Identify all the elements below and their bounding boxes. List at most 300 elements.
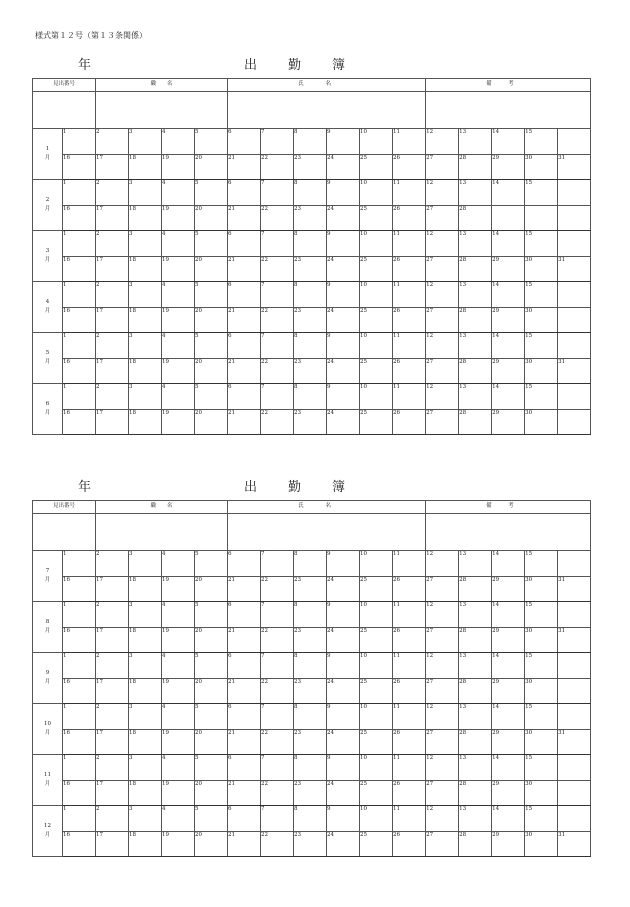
day-cell[interactable]: 30 — [525, 359, 558, 384]
day-cell[interactable]: 18 — [129, 781, 162, 806]
day-cell[interactable]: 1 — [63, 602, 96, 628]
day-cell[interactable]: 10 — [360, 231, 393, 257]
day-cell[interactable]: 6 — [228, 653, 261, 679]
day-cell[interactable]: 30 — [525, 679, 558, 704]
day-cell[interactable]: 31 — [558, 155, 591, 180]
day-cell[interactable]: 2 — [96, 653, 129, 679]
day-cell[interactable]: 13 — [459, 231, 492, 257]
day-cell[interactable] — [558, 180, 591, 206]
day-cell[interactable]: 25 — [360, 155, 393, 180]
day-cell[interactable]: 13 — [459, 282, 492, 308]
day-cell[interactable]: 12 — [426, 231, 459, 257]
day-cell[interactable] — [558, 206, 591, 231]
day-cell[interactable] — [558, 410, 591, 435]
day-cell[interactable]: 9 — [327, 704, 360, 730]
day-cell[interactable]: 18 — [129, 206, 162, 231]
day-cell[interactable]: 4 — [162, 551, 195, 577]
day-cell[interactable]: 27 — [426, 679, 459, 704]
day-cell[interactable]: 14 — [492, 129, 525, 155]
day-cell[interactable]: 9 — [327, 129, 360, 155]
day-cell[interactable]: 14 — [492, 551, 525, 577]
day-cell[interactable]: 19 — [162, 577, 195, 602]
day-cell[interactable]: 24 — [327, 730, 360, 755]
day-cell[interactable]: 19 — [162, 730, 195, 755]
day-cell[interactable]: 4 — [162, 653, 195, 679]
day-cell[interactable]: 2 — [96, 384, 129, 410]
day-cell[interactable]: 15 — [525, 231, 558, 257]
day-cell[interactable]: 24 — [327, 257, 360, 282]
day-cell[interactable]: 29 — [492, 679, 525, 704]
day-cell[interactable]: 7 — [261, 384, 294, 410]
day-cell[interactable]: 23 — [294, 410, 327, 435]
day-cell[interactable]: 31 — [558, 628, 591, 653]
day-cell[interactable]: 21 — [228, 577, 261, 602]
day-cell[interactable]: 21 — [228, 308, 261, 333]
day-cell[interactable]: 14 — [492, 602, 525, 628]
day-cell[interactable]: 11 — [393, 282, 426, 308]
day-cell[interactable]: 8 — [294, 551, 327, 577]
day-cell[interactable]: 12 — [426, 180, 459, 206]
day-cell[interactable]: 30 — [525, 410, 558, 435]
day-cell[interactable]: 1 — [63, 653, 96, 679]
day-cell[interactable]: 18 — [129, 359, 162, 384]
day-cell[interactable]: 14 — [492, 384, 525, 410]
day-cell[interactable]: 28 — [459, 308, 492, 333]
day-cell[interactable]: 11 — [393, 806, 426, 832]
day-cell[interactable]: 21 — [228, 679, 261, 704]
day-cell[interactable]: 6 — [228, 129, 261, 155]
day-cell[interactable]: 4 — [162, 384, 195, 410]
day-cell[interactable] — [558, 602, 591, 628]
day-cell[interactable]: 11 — [393, 231, 426, 257]
day-cell[interactable]: 30 — [525, 257, 558, 282]
day-cell[interactable]: 21 — [228, 359, 261, 384]
day-cell[interactable]: 23 — [294, 359, 327, 384]
day-cell[interactable]: 15 — [525, 755, 558, 781]
day-cell[interactable]: 27 — [426, 308, 459, 333]
day-cell[interactable]: 4 — [162, 282, 195, 308]
day-cell[interactable]: 30 — [525, 577, 558, 602]
day-cell[interactable]: 2 — [96, 129, 129, 155]
day-cell[interactable]: 4 — [162, 704, 195, 730]
day-cell[interactable]: 29 — [492, 577, 525, 602]
day-cell[interactable]: 19 — [162, 832, 195, 857]
day-cell[interactable]: 4 — [162, 806, 195, 832]
shimei-field[interactable] — [228, 514, 426, 551]
day-cell[interactable]: 20 — [195, 577, 228, 602]
day-cell[interactable]: 22 — [261, 832, 294, 857]
day-cell[interactable]: 25 — [360, 308, 393, 333]
day-cell[interactable]: 22 — [261, 577, 294, 602]
day-cell[interactable]: 22 — [261, 781, 294, 806]
day-cell[interactable]: 29 — [492, 781, 525, 806]
day-cell[interactable]: 14 — [492, 704, 525, 730]
day-cell[interactable]: 9 — [327, 384, 360, 410]
day-cell[interactable]: 16 — [63, 257, 96, 282]
day-cell[interactable]: 24 — [327, 410, 360, 435]
day-cell[interactable]: 28 — [459, 577, 492, 602]
day-cell[interactable]: 8 — [294, 653, 327, 679]
day-cell[interactable]: 10 — [360, 282, 393, 308]
day-cell[interactable]: 28 — [459, 410, 492, 435]
day-cell[interactable]: 9 — [327, 231, 360, 257]
day-cell[interactable]: 17 — [96, 679, 129, 704]
day-cell[interactable]: 5 — [195, 653, 228, 679]
day-cell[interactable]: 30 — [525, 628, 558, 653]
day-cell[interactable]: 12 — [426, 653, 459, 679]
day-cell[interactable]: 17 — [96, 628, 129, 653]
day-cell[interactable]: 6 — [228, 231, 261, 257]
day-cell[interactable]: 8 — [294, 384, 327, 410]
day-cell[interactable]: 31 — [558, 257, 591, 282]
day-cell[interactable]: 7 — [261, 755, 294, 781]
day-cell[interactable]: 24 — [327, 832, 360, 857]
day-cell[interactable]: 28 — [459, 832, 492, 857]
day-cell[interactable]: 22 — [261, 730, 294, 755]
day-cell[interactable]: 29 — [492, 628, 525, 653]
day-cell[interactable]: 13 — [459, 602, 492, 628]
day-cell[interactable]: 9 — [327, 755, 360, 781]
day-cell[interactable]: 27 — [426, 628, 459, 653]
day-cell[interactable]: 5 — [195, 129, 228, 155]
day-cell[interactable]: 14 — [492, 653, 525, 679]
day-cell[interactable]: 13 — [459, 653, 492, 679]
day-cell[interactable] — [558, 282, 591, 308]
day-cell[interactable]: 30 — [525, 832, 558, 857]
day-cell[interactable]: 13 — [459, 129, 492, 155]
day-cell[interactable]: 5 — [195, 806, 228, 832]
day-cell[interactable]: 22 — [261, 257, 294, 282]
day-cell[interactable]: 25 — [360, 206, 393, 231]
day-cell[interactable]: 14 — [492, 180, 525, 206]
day-cell[interactable]: 25 — [360, 257, 393, 282]
day-cell[interactable]: 17 — [96, 832, 129, 857]
day-cell[interactable]: 31 — [558, 577, 591, 602]
day-cell[interactable]: 11 — [393, 180, 426, 206]
day-cell[interactable] — [558, 231, 591, 257]
day-cell[interactable]: 18 — [129, 577, 162, 602]
day-cell[interactable]: 1 — [63, 282, 96, 308]
day-cell[interactable]: 1 — [63, 704, 96, 730]
day-cell[interactable]: 17 — [96, 206, 129, 231]
day-cell[interactable]: 28 — [459, 628, 492, 653]
day-cell[interactable]: 5 — [195, 602, 228, 628]
day-cell[interactable]: 20 — [195, 832, 228, 857]
day-cell[interactable]: 22 — [261, 308, 294, 333]
day-cell[interactable]: 3 — [129, 180, 162, 206]
day-cell[interactable]: 25 — [360, 628, 393, 653]
day-cell[interactable]: 24 — [327, 781, 360, 806]
day-cell[interactable]: 10 — [360, 704, 393, 730]
day-cell[interactable]: 14 — [492, 282, 525, 308]
day-cell[interactable]: 8 — [294, 755, 327, 781]
day-cell[interactable]: 26 — [393, 577, 426, 602]
day-cell[interactable]: 5 — [195, 755, 228, 781]
day-cell[interactable] — [558, 806, 591, 832]
day-cell[interactable]: 15 — [525, 333, 558, 359]
day-cell[interactable]: 9 — [327, 282, 360, 308]
day-cell[interactable]: 18 — [129, 832, 162, 857]
day-cell[interactable]: 28 — [459, 359, 492, 384]
day-cell[interactable]: 3 — [129, 333, 162, 359]
day-cell[interactable]: 20 — [195, 308, 228, 333]
day-cell[interactable]: 25 — [360, 359, 393, 384]
day-cell[interactable]: 15 — [525, 653, 558, 679]
day-cell[interactable]: 7 — [261, 180, 294, 206]
day-cell[interactable]: 12 — [426, 755, 459, 781]
day-cell[interactable]: 6 — [228, 333, 261, 359]
day-cell[interactable]: 26 — [393, 155, 426, 180]
day-cell[interactable]: 4 — [162, 755, 195, 781]
day-cell[interactable]: 26 — [393, 257, 426, 282]
day-cell[interactable]: 17 — [96, 577, 129, 602]
day-cell[interactable]: 15 — [525, 551, 558, 577]
day-cell[interactable]: 11 — [393, 602, 426, 628]
day-cell[interactable]: 16 — [63, 410, 96, 435]
day-cell[interactable]: 28 — [459, 155, 492, 180]
day-cell[interactable]: 27 — [426, 832, 459, 857]
day-cell[interactable]: 11 — [393, 384, 426, 410]
day-cell[interactable]: 12 — [426, 551, 459, 577]
day-cell[interactable]: 5 — [195, 384, 228, 410]
day-cell[interactable]: 28 — [459, 679, 492, 704]
day-cell[interactable]: 7 — [261, 602, 294, 628]
day-cell[interactable]: 23 — [294, 730, 327, 755]
day-cell[interactable]: 16 — [63, 628, 96, 653]
day-cell[interactable]: 6 — [228, 806, 261, 832]
day-cell[interactable]: 12 — [426, 282, 459, 308]
day-cell[interactable]: 17 — [96, 308, 129, 333]
day-cell[interactable]: 16 — [63, 832, 96, 857]
day-cell[interactable]: 8 — [294, 129, 327, 155]
day-cell[interactable]: 17 — [96, 410, 129, 435]
day-cell[interactable]: 14 — [492, 333, 525, 359]
day-cell[interactable]: 16 — [63, 577, 96, 602]
day-cell[interactable]: 12 — [426, 806, 459, 832]
day-cell[interactable]: 27 — [426, 257, 459, 282]
day-cell[interactable]: 5 — [195, 551, 228, 577]
day-cell[interactable]: 13 — [459, 551, 492, 577]
day-cell[interactable]: 16 — [63, 155, 96, 180]
day-cell[interactable]: 22 — [261, 359, 294, 384]
day-cell[interactable]: 20 — [195, 730, 228, 755]
day-cell[interactable]: 27 — [426, 730, 459, 755]
day-cell[interactable]: 21 — [228, 781, 261, 806]
day-cell[interactable]: 13 — [459, 180, 492, 206]
day-cell[interactable]: 4 — [162, 602, 195, 628]
day-cell[interactable]: 4 — [162, 231, 195, 257]
day-cell[interactable] — [558, 333, 591, 359]
day-cell[interactable]: 19 — [162, 781, 195, 806]
day-cell[interactable]: 6 — [228, 704, 261, 730]
day-cell[interactable]: 11 — [393, 333, 426, 359]
day-cell[interactable]: 25 — [360, 577, 393, 602]
day-cell[interactable]: 30 — [525, 155, 558, 180]
day-cell[interactable]: 21 — [228, 628, 261, 653]
day-cell[interactable]: 29 — [492, 359, 525, 384]
day-cell[interactable] — [558, 781, 591, 806]
day-cell[interactable]: 7 — [261, 333, 294, 359]
day-cell[interactable]: 3 — [129, 282, 162, 308]
day-cell[interactable]: 25 — [360, 730, 393, 755]
day-cell[interactable]: 18 — [129, 308, 162, 333]
day-cell[interactable]: 13 — [459, 704, 492, 730]
day-cell[interactable]: 7 — [261, 551, 294, 577]
day-cell[interactable]: 24 — [327, 308, 360, 333]
day-cell[interactable] — [558, 129, 591, 155]
day-cell[interactable]: 10 — [360, 180, 393, 206]
day-cell[interactable]: 24 — [327, 359, 360, 384]
day-cell[interactable]: 9 — [327, 653, 360, 679]
day-cell[interactable]: 13 — [459, 806, 492, 832]
day-cell[interactable]: 18 — [129, 628, 162, 653]
day-cell[interactable]: 11 — [393, 755, 426, 781]
day-cell[interactable]: 17 — [96, 730, 129, 755]
day-cell[interactable]: 1 — [63, 333, 96, 359]
day-cell[interactable]: 24 — [327, 628, 360, 653]
day-cell[interactable]: 16 — [63, 359, 96, 384]
day-cell[interactable]: 7 — [261, 704, 294, 730]
day-cell[interactable]: 19 — [162, 206, 195, 231]
day-cell[interactable]: 25 — [360, 410, 393, 435]
day-cell[interactable]: 11 — [393, 129, 426, 155]
day-cell[interactable]: 21 — [228, 730, 261, 755]
day-cell[interactable]: 16 — [63, 679, 96, 704]
day-cell[interactable]: 23 — [294, 155, 327, 180]
day-cell[interactable]: 23 — [294, 628, 327, 653]
day-cell[interactable]: 15 — [525, 602, 558, 628]
day-cell[interactable]: 22 — [261, 155, 294, 180]
day-cell[interactable]: 19 — [162, 359, 195, 384]
day-cell[interactable]: 31 — [558, 730, 591, 755]
day-cell[interactable]: 15 — [525, 180, 558, 206]
day-cell[interactable]: 27 — [426, 577, 459, 602]
day-cell[interactable]: 1 — [63, 129, 96, 155]
shokumei-field[interactable] — [96, 92, 228, 129]
day-cell[interactable]: 19 — [162, 257, 195, 282]
day-cell[interactable]: 3 — [129, 551, 162, 577]
day-cell[interactable]: 21 — [228, 155, 261, 180]
day-cell[interactable]: 29 — [492, 410, 525, 435]
day-cell[interactable]: 3 — [129, 653, 162, 679]
day-cell[interactable]: 7 — [261, 129, 294, 155]
day-cell[interactable]: 30 — [525, 308, 558, 333]
day-cell[interactable]: 3 — [129, 806, 162, 832]
day-cell[interactable]: 30 — [525, 781, 558, 806]
day-cell[interactable]: 23 — [294, 832, 327, 857]
day-cell[interactable]: 12 — [426, 384, 459, 410]
day-cell[interactable]: 10 — [360, 602, 393, 628]
day-cell[interactable]: 29 — [492, 257, 525, 282]
day-cell[interactable]: 18 — [129, 155, 162, 180]
day-cell[interactable] — [558, 653, 591, 679]
day-cell[interactable]: 8 — [294, 602, 327, 628]
day-cell[interactable]: 29 — [492, 730, 525, 755]
day-cell[interactable]: 26 — [393, 308, 426, 333]
day-cell[interactable]: 21 — [228, 410, 261, 435]
day-cell[interactable]: 4 — [162, 180, 195, 206]
day-cell[interactable]: 25 — [360, 679, 393, 704]
day-cell[interactable]: 19 — [162, 410, 195, 435]
day-cell[interactable]: 1 — [63, 551, 96, 577]
day-cell[interactable]: 3 — [129, 129, 162, 155]
shimei-field[interactable] — [228, 92, 426, 129]
day-cell[interactable]: 5 — [195, 333, 228, 359]
day-cell[interactable]: 1 — [63, 180, 96, 206]
day-cell[interactable]: 7 — [261, 806, 294, 832]
day-cell[interactable]: 27 — [426, 155, 459, 180]
day-cell[interactable]: 8 — [294, 180, 327, 206]
day-cell[interactable]: 18 — [129, 730, 162, 755]
day-cell[interactable]: 15 — [525, 282, 558, 308]
day-cell[interactable]: 21 — [228, 832, 261, 857]
day-cell[interactable]: 6 — [228, 180, 261, 206]
day-cell[interactable]: 5 — [195, 704, 228, 730]
day-cell[interactable]: 26 — [393, 781, 426, 806]
day-cell[interactable]: 1 — [63, 231, 96, 257]
day-cell[interactable]: 26 — [393, 410, 426, 435]
day-cell[interactable]: 2 — [96, 806, 129, 832]
day-cell[interactable]: 1 — [63, 755, 96, 781]
day-cell[interactable] — [525, 206, 558, 231]
day-cell[interactable]: 17 — [96, 359, 129, 384]
day-cell[interactable]: 19 — [162, 155, 195, 180]
day-cell[interactable]: 8 — [294, 231, 327, 257]
day-cell[interactable]: 15 — [525, 806, 558, 832]
day-cell[interactable]: 19 — [162, 679, 195, 704]
day-cell[interactable]: 28 — [459, 730, 492, 755]
day-cell[interactable]: 10 — [360, 755, 393, 781]
day-cell[interactable]: 12 — [426, 333, 459, 359]
day-cell[interactable]: 16 — [63, 308, 96, 333]
day-cell[interactable]: 20 — [195, 679, 228, 704]
day-cell[interactable]: 10 — [360, 806, 393, 832]
day-cell[interactable]: 2 — [96, 282, 129, 308]
day-cell[interactable]: 6 — [228, 602, 261, 628]
day-cell[interactable]: 9 — [327, 180, 360, 206]
day-cell[interactable]: 31 — [558, 359, 591, 384]
day-cell[interactable]: 24 — [327, 577, 360, 602]
day-cell[interactable]: 6 — [228, 551, 261, 577]
day-cell[interactable]: 20 — [195, 410, 228, 435]
day-cell[interactable]: 29 — [492, 155, 525, 180]
day-cell[interactable]: 17 — [96, 257, 129, 282]
day-cell[interactable]: 19 — [162, 628, 195, 653]
day-cell[interactable]: 22 — [261, 679, 294, 704]
day-cell[interactable]: 31 — [558, 832, 591, 857]
day-cell[interactable]: 21 — [228, 257, 261, 282]
day-cell[interactable]: 3 — [129, 231, 162, 257]
day-cell[interactable]: 3 — [129, 384, 162, 410]
day-cell[interactable]: 5 — [195, 231, 228, 257]
day-cell[interactable]: 16 — [63, 206, 96, 231]
day-cell[interactable]: 7 — [261, 231, 294, 257]
day-cell[interactable]: 29 — [492, 832, 525, 857]
day-cell[interactable]: 14 — [492, 231, 525, 257]
day-cell[interactable]: 12 — [426, 129, 459, 155]
day-cell[interactable]: 15 — [525, 384, 558, 410]
day-cell[interactable]: 8 — [294, 806, 327, 832]
day-cell[interactable]: 26 — [393, 359, 426, 384]
day-cell[interactable]: 26 — [393, 206, 426, 231]
midashi-field[interactable] — [33, 514, 96, 551]
midashi-field[interactable] — [33, 92, 96, 129]
day-cell[interactable]: 22 — [261, 628, 294, 653]
day-cell[interactable]: 30 — [525, 730, 558, 755]
day-cell[interactable]: 24 — [327, 679, 360, 704]
day-cell[interactable]: 21 — [228, 206, 261, 231]
day-cell[interactable]: 20 — [195, 359, 228, 384]
